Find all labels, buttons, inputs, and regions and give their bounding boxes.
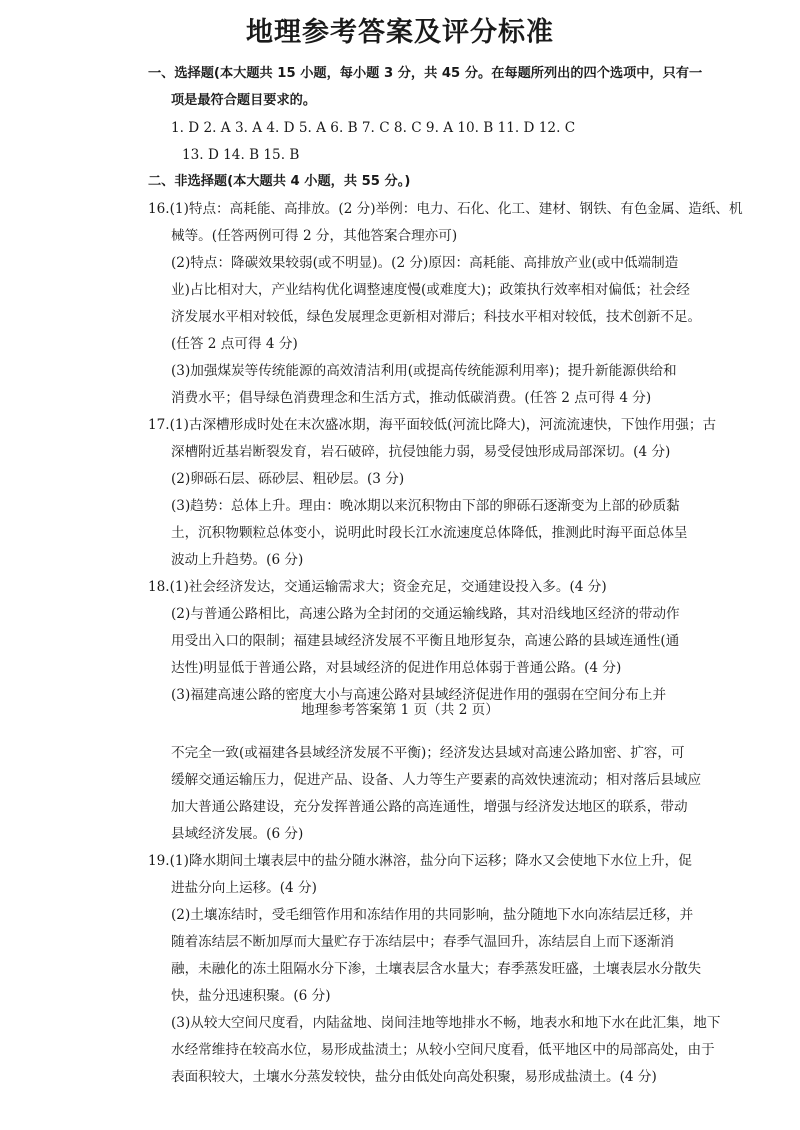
q19-part2-line2: 随着冻结层不断加厚而大量贮存于冻结层中；春季气温回升，冻结层自上而下逐渐消: [171, 934, 674, 950]
q16-part2-line1: (2)特点：降碳效果较弱(或不明显)。(2 分)原因：高耗能、高排放产业(或中低端制造: [171, 255, 679, 271]
q19-part1-line1: 19.(1)降水期间土壤表层中的盐分随水淋溶，盐分向下运移；降水又会使地下水位上升，促: [148, 853, 692, 869]
q18-part3-line4: 加大普通公路建设，充分发挥普通公路的高连通性，增强与经济发达地区的联系，带动: [171, 799, 688, 815]
choice-answers-row-1: 1. D 2. A 3. A 4. D 5. A 6. B 7. C 8. C 9. A 10. B 11. D 12. C: [171, 120, 576, 136]
q17-part3-line3: 波动上升趋势。(6 分): [171, 552, 304, 568]
section1-heading: 一、选择题(本大题共 15 小题，每小题 3 分，共 45 分。在每题所列出的四个选项中，只有一: [148, 66, 703, 81]
q16-part1-line1: 16.(1)特点：高耗能、高排放。(2 分)举例：电力、石化、化工、建材、钢铁、有色金属、造纸、机: [148, 201, 743, 217]
q19-part2-line4: 快，盐分迅速积聚。(6 分): [171, 988, 331, 1004]
q18-part3-line1: (3)福建高速公路的密度大小与高速公路对县域经济促进作用的强弱在空间分布上并: [171, 687, 667, 703]
section2-heading: 二、非选择题(本大题共 4 小题，共 55 分。): [148, 174, 411, 189]
q19-part3-line1: (3)从较大空间尺度看，内陆盆地、岗间洼地等地排水不畅，地表水和地下水在此汇集，地下: [171, 1015, 721, 1031]
q18-part1-line1: 18.(1)社会经济发达，交通运输需求大；资金充足，交通建设投入多。(4 分): [148, 579, 607, 595]
q19-part3-line3: 表面积较大，土壤水分蒸发较快，盐分由低处向高处积聚，易形成盐渍土。(4 分): [171, 1069, 657, 1085]
q16-part3-line1: (3)加强煤炭等传统能源的高效清洁利用(或提高传统能源利用率)；提升新能源供给和: [171, 363, 677, 379]
page-title: 地理参考答案及评分标准: [246, 17, 554, 48]
q17-part2-line1: (2)卵砾石层、砾砂层、粗砂层。(3 分): [171, 471, 405, 487]
q17-part1-line2: 深槽附近基岩断裂发育，岩石破碎，抗侵蚀能力弱，易受侵蚀形成局部深切。(4 分): [171, 444, 671, 460]
page-footer: 地理参考答案第 1 页（共 2 页）: [301, 702, 499, 718]
q18-part3-line5: 县域经济发展。(6 分): [171, 826, 304, 842]
q18-part2-line2: 用受出入口的限制；福建县域经济发展不平衡且地形复杂，高速公路的县域连通性(通: [171, 633, 680, 649]
q17-part3-line2: 土，沉积物颗粒总体变小，说明此时段长江水流速度总体降低，推测此时海平面总体呈: [171, 525, 688, 541]
q18-part3-line3: 缓解交通运输压力，促进产品、设备、人力等生产要素的高效快速流动；相对落后县域应: [171, 772, 702, 788]
q16-part1-line2: 械等。(任答两例可得 2 分，其他答案合理亦可): [171, 228, 458, 244]
q18-part3-line2: 不完全一致(或福建各县域经济发展不平衡)；经济发达县域对高速公路加密、扩容，可: [171, 745, 685, 761]
q18-part2-line3: 达性)明显低于普通公路，对县域经济的促进作用总体弱于普通公路。(4 分): [171, 660, 622, 676]
q18-part2-line1: (2)与普通公路相比，高速公路为全封闭的交通运输线路，其对沿线地区经济的带动作: [171, 606, 680, 622]
q19-part2-line1: (2)土壤冻结时，受毛细管作用和冻结作用的共同影响，盐分随地下水向冻结层迁移，并: [171, 907, 694, 923]
q19-part3-line2: 水经常维持在较高水位，易形成盐渍土；从较小空间尺度看，低平地区中的局部高处，由于: [171, 1042, 715, 1058]
section1-heading-cont: 项是最符合题目要求的。: [171, 93, 317, 108]
q16-part2-line2: 业)占比相对大，产业结构优化调整速度慢(或难度大)；政策执行效率相对偏低；社会经: [171, 282, 690, 298]
choice-answers-row-2: 13. D 14. B 15. B: [182, 147, 300, 163]
q19-part2-line3: 融，未融化的冻土阻隔水分下渗，土壤表层含水量大；春季蒸发旺盛，土壤表层水分散失: [171, 961, 702, 977]
q17-part3-line1: (3)趋势：总体上升。理由：晚冰期以来沉积物由下部的卵砾石逐渐变为上部的砂质黏: [171, 498, 680, 514]
q19-part1-line2: 进盐分向上运移。(4 分): [171, 880, 317, 896]
q16-part2-line4: (任答 2 点可得 4 分): [171, 336, 298, 352]
q16-part2-line3: 济发展水平相对较低，绿色发展理念更新相对滞后；科技水平相对较低，技术创新不足。: [171, 309, 702, 325]
q16-part3-line2: 消费水平；倡导绿色消费理念和生活方式，推动低碳消费。(任答 2 点可得 4 分): [171, 390, 652, 406]
q17-part1-line1: 17.(1)古深槽形成时处在末次盛冰期，海平面较低(河流比降大)，河流流速快，下蚀作用强；古: [148, 417, 717, 433]
